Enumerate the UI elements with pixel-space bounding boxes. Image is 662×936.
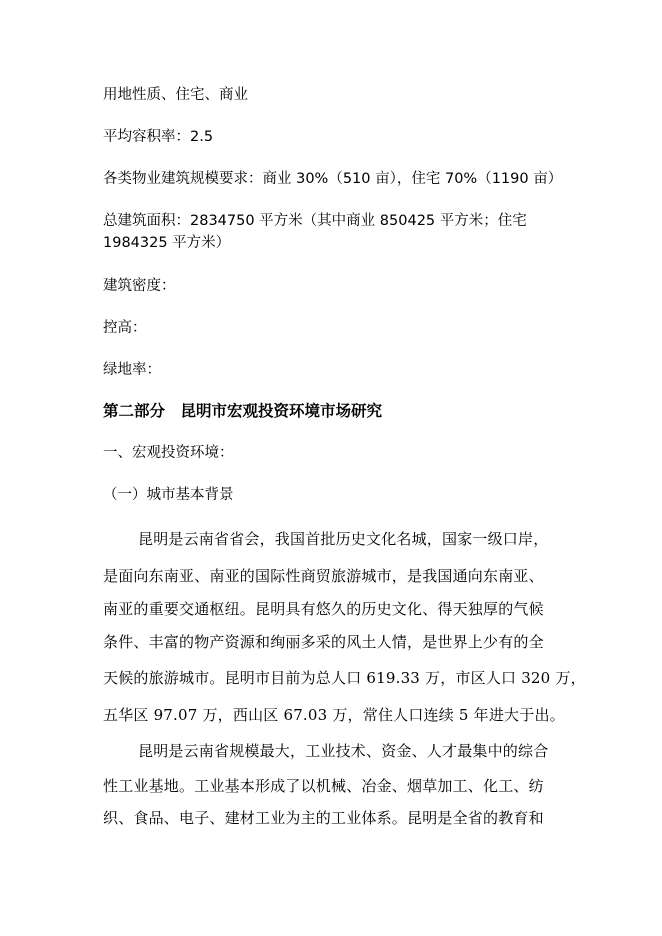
density-field: 建筑密度： — [103, 278, 176, 294]
subsection-title: （一）城市基本背景 — [103, 487, 234, 503]
land-use-field: 用地性质、住宅、商业 — [103, 87, 248, 103]
green-ratio-field: 绿地率： — [103, 362, 161, 378]
section-title: 一、宏观投资环境： — [103, 445, 234, 461]
paragraph-1-line: 五华区 97.07 万，西山区 67.03 万，常住人口连续 5 年进大于出。 — [103, 706, 565, 724]
height-limit-field: 控高： — [103, 320, 147, 336]
paragraph-1-line: 昆明是云南省省会，我国首批历史文化名城，国家一级口岸， — [138, 530, 549, 548]
gfa-field-line-2: 1984325 平方米） — [103, 235, 231, 251]
far-field: 平均容积率：2.5 — [103, 129, 214, 145]
paragraph-2-line: 织、食品、电子、建材工业为主的工业体系。昆明是全省的教育和 — [103, 809, 544, 827]
gfa-field-line-1: 总建筑面积：2834750 平方米（其中商业 850425 平方米；住宅 — [103, 213, 527, 229]
paragraph-2-line: 性工业基地。工业基本形成了以机械、冶金、烟草加工、化工、纺 — [103, 777, 544, 795]
paragraph-1-line: 条件、丰富的物产资源和绚丽多采的风土人情，是世界上少有的全 — [103, 633, 544, 651]
part-title: 第二部分 昆明市宏观投资环境市场研究 — [103, 401, 383, 420]
paragraph-1-line: 天候的旅游城市。昆明市目前为总人口 619.33 万，市区人口 320 万， — [103, 669, 586, 687]
paragraph-1-line: 南亚的重要交通枢纽。昆明具有悠久的历史文化、得天独厚的气候 — [103, 600, 544, 618]
paragraph-1-line: 是面向东南亚、南亚的国际性商贸旅游城市，是我国通向东南亚、 — [103, 567, 544, 585]
scale-requirement-field: 各类物业建筑规模要求：商业 30%（510 亩），住宅 70%（1190 亩） — [103, 171, 563, 187]
paragraph-2-line: 昆明是云南省规模最大，工业技术、资金、人才最集中的综合 — [138, 742, 549, 760]
